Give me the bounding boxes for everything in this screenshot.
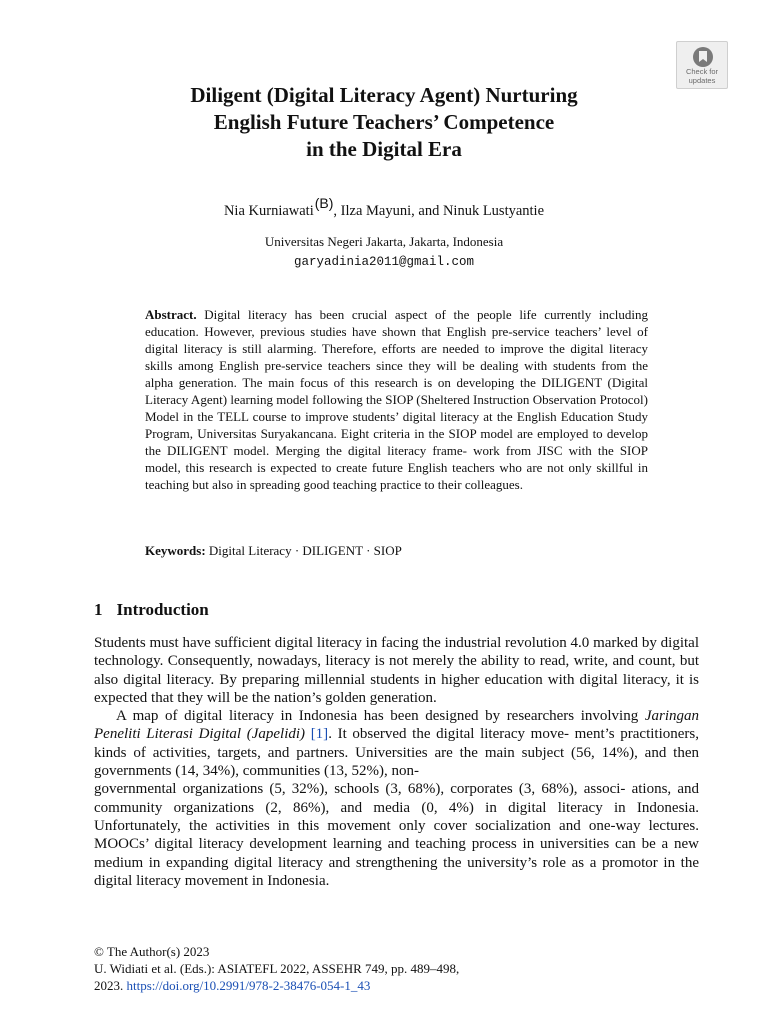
author-first: Nia Kurniawati <box>223 203 314 219</box>
title-line-3: in the Digital Era <box>306 137 462 161</box>
abstract <box>145 306 648 493</box>
doi-year: 2023. <box>94 978 127 993</box>
keywords <box>145 542 648 559</box>
section-number: 1 <box>94 600 103 619</box>
affiliation: Universitas Negeri Jakarta, Jakarta, Indonesia <box>264 234 504 249</box>
japelidi-term: Jaringan Peneliti Literasi Digital (Japelidi) <box>94 708 699 743</box>
paragraph-2-start: A map of digital literacy in Indonesia has been designed by researchers involving <box>116 708 645 725</box>
section-title: Introduction <box>116 600 209 619</box>
author-rest: , Ilza Mayuni, and Ninuk Lustyantie <box>333 203 545 219</box>
page-footer <box>94 943 699 994</box>
body-text <box>94 634 699 890</box>
title-line-2: English Future Teachers’ Competence <box>213 110 555 134</box>
title-line-1: Diligent (Digital Literacy Agent) Nurturing <box>190 83 578 107</box>
bookmark-update-icon <box>692 46 714 68</box>
paragraph-1: Students must have sufficient digital literacy in facing the industrial revolution 4.0 marked by digital technology. Consequently, nowadays, literacy is not merely the ability to read, write, and count, but also digital literacy. By preparing millennial students in higher education with digital literacy, it is expected that they will be the nation’s golden generation. <box>94 635 699 706</box>
keywords-label: Keywords: <box>145 543 206 558</box>
keywords-items: Digital Literacy · DILIGENT · SIOP <box>208 543 402 558</box>
paragraph-3: governmental organizations (5, 32%), schools (3, 68%), corporates (3, 68%), associ- ations, and community organizations (2, 86%), and media (0, 4%) in digital literacy in Indonesia. Unfortunately, the activities in this movement only cover socialization and one-way lectures. MOOCs’ digital literacy development learning and teaching process in universities can be a new medium in expanding digital literacy and strengthening the university’s role as a promotor in the digital literacy movement in Indonesia. <box>94 781 699 889</box>
abstract-label: Abstract. <box>145 307 197 322</box>
author-email[interactable]: garyadinia2011@gmail.com <box>293 255 475 269</box>
paragraph-2 <box>94 707 699 780</box>
corresponding-author-mark: (B) <box>314 195 334 211</box>
badge-text-line1: Check for <box>685 67 719 76</box>
citation-info: U. Widiati et al. (Eds.): ASIATEFL 2022, ASSEHR 749, pp. 489–498, <box>94 961 460 976</box>
doi-link[interactable]: https://doi.org/10.2991/978-2-38476-054-1_43 <box>126 978 371 993</box>
paragraph-2-mid: . It observed the digital literacy move- ment’s practitioners, kinds of activities, targets, and partners. Universities are the main subject (56, 14%), and then governments (14, 34%), communities (13, 52%), non- <box>94 726 699 780</box>
doi-line <box>94 977 699 994</box>
paper-title <box>84 82 684 163</box>
citation-link[interactable]: [1] <box>310 726 329 743</box>
author-list <box>84 195 684 221</box>
section-heading <box>94 599 209 621</box>
abstract-text: Digital literacy has been crucial aspect of the people life currently including education. However, previous studies have shown that English pre-service teachers’ level of digital literacy is still alarming. Therefore, efforts are needed to improve the digital literacy skills among English pre-service teachers since they will be dealing with students from the alpha generation. The main focus of this research is on developing the DILIGENT (Digital Literacy Agent) learning model following the SIOP (Sheltered Instruction Observation Protocol) Model in the TELL course to improve students’ digital literacy at the English Education Study Program, Universitas Suryakancana. Eight criteria in the SIOP model are employed to develop the DILIGENT model. Merging the digital literacy frame- work from JISC with the SIOP model, this research is expected to create future English teachers who are not only skillful in teaching but also in spreading good teaching practice to their colleagues. <box>145 307 648 492</box>
badge-text-line2: updates <box>688 75 716 85</box>
copyright-notice: © The Author(s) 2023 <box>94 944 210 959</box>
